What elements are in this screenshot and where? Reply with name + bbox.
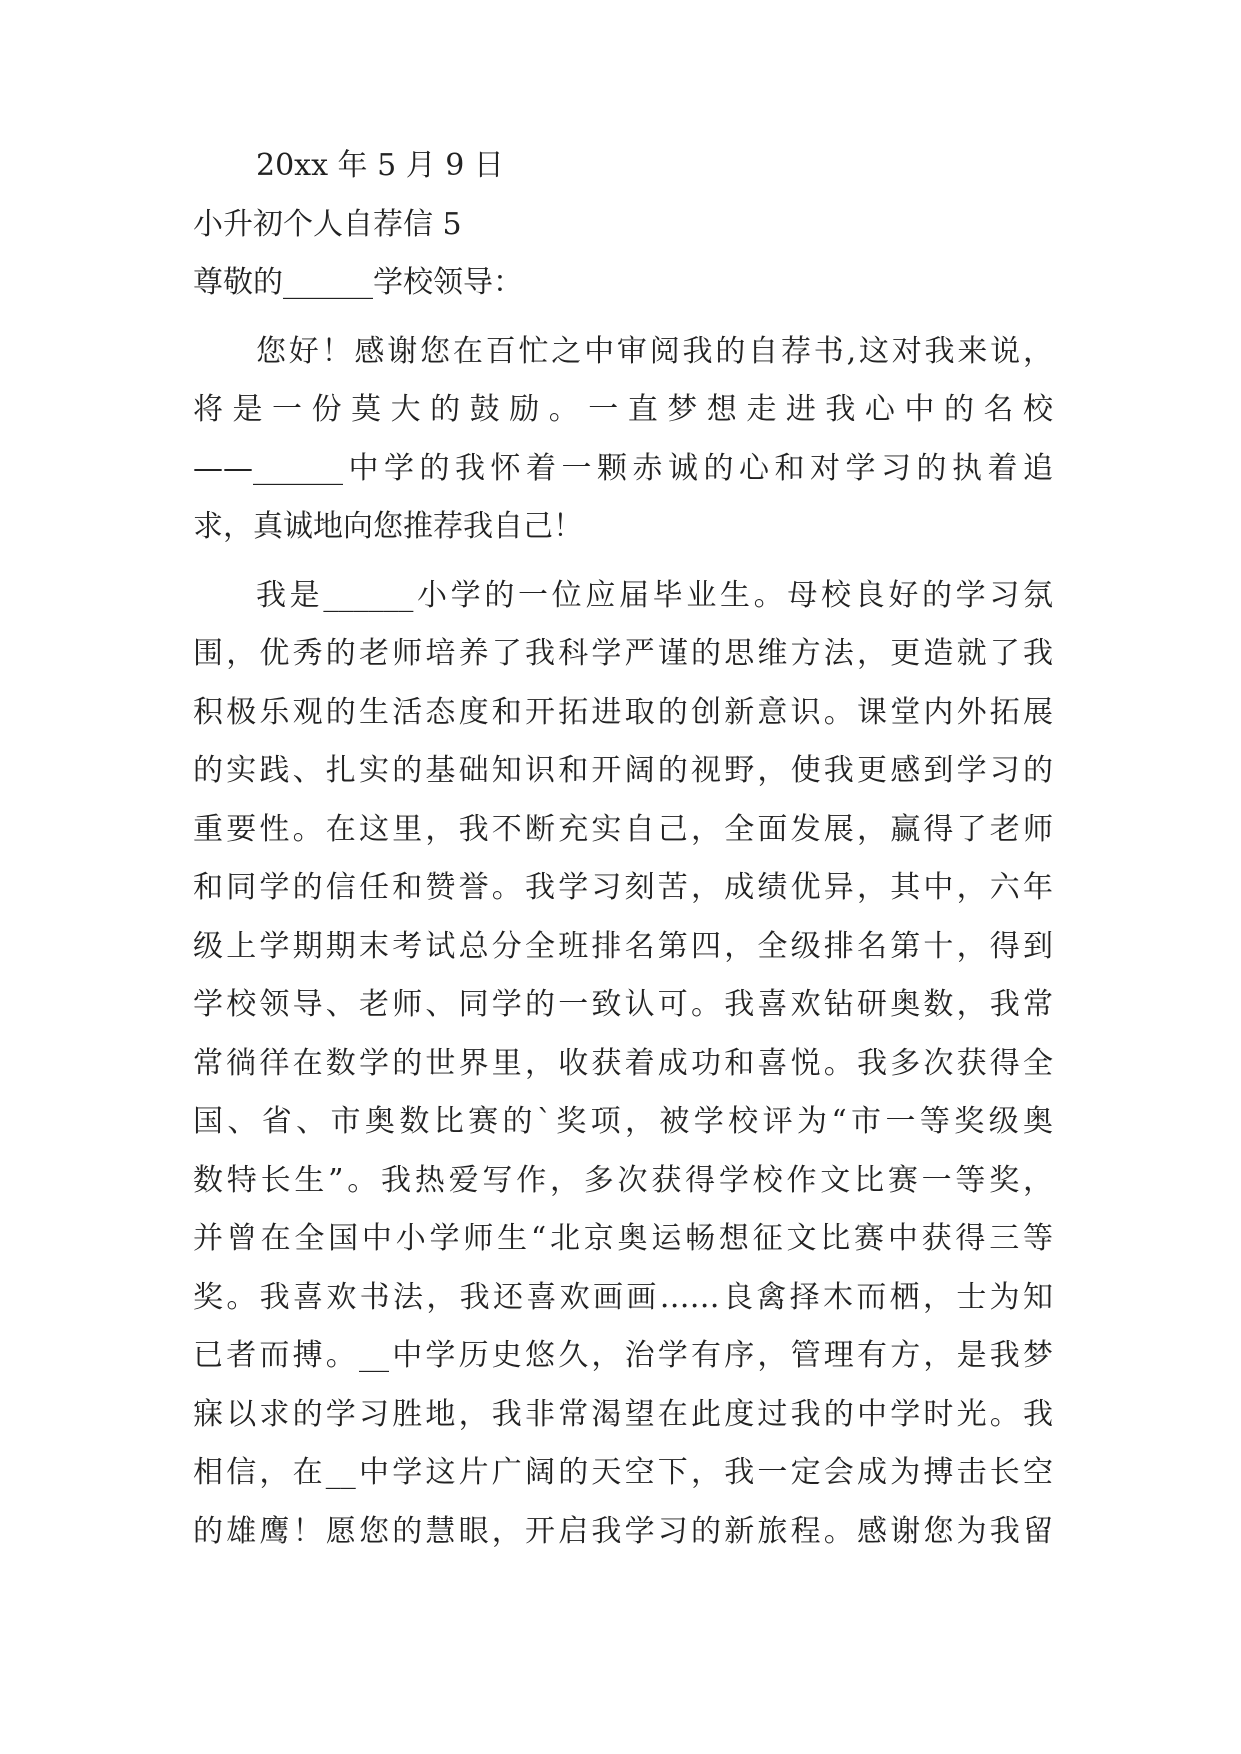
- paragraph2-line: 相信，在__中学这片广阔的天空下，我一定会成为搏击长空: [193, 1455, 1053, 1490]
- paragraph2-line: 我是______小学的一位应届毕业生。母校良好的学习氛: [256, 578, 1053, 613]
- paragraph2-line: 奖。我喜欢书法，我还喜欢画画……良禽择木而栖，士为知: [193, 1280, 1053, 1315]
- paragraph1-line: 求，真诚地向您推荐我自己！: [193, 509, 583, 544]
- paragraph2-line: 围，优秀的老师培养了我科学严谨的思维方法，更造就了我: [193, 636, 1053, 671]
- paragraph2-line: 的实践、扎实的基础知识和开阔的视野，使我更感到学习的: [193, 753, 1053, 788]
- paragraph2-line: 重要性。在这里，我不断充实自己，全面发展，赢得了老师: [193, 812, 1053, 847]
- letter-title: 小升初个人自荐信 5: [193, 207, 462, 242]
- paragraph2-line: 级上学期期末考试总分全班排名第四，全级排名第十，得到: [193, 929, 1053, 964]
- paragraph2-line: 的雄鹰！愿您的慧眼，开启我学习的新旅程。感谢您为我留: [193, 1514, 1053, 1549]
- paragraph1-line: 将是一份莫大的鼓励。一直梦想走进我心中的名校: [193, 392, 1053, 427]
- paragraph2-line: 积极乐观的生活态度和开拓进取的创新意识。课堂内外拓展: [193, 695, 1053, 730]
- date-line: 20xx 年 5 月 9 日: [256, 148, 504, 183]
- paragraph2-line: 数特长生”。我热爱写作，多次获得学校作文比赛一等奖，: [193, 1163, 1053, 1198]
- paragraph2-line: 学校领导、老师、同学的一致认可。我喜欢钻研奥数，我常: [193, 987, 1053, 1022]
- paragraph2-line: 和同学的信任和赞誉。我学习刻苦，成绩优异，其中，六年: [193, 870, 1053, 905]
- paragraph1-line: 您好！感谢您在百忙之中审阅我的自荐书,这对我来说，: [256, 334, 1053, 369]
- paragraph2-line: 并曾在全国中小学师生“北京奥运畅想征文比赛中获得三等: [193, 1221, 1053, 1256]
- paragraph2-line: 常徜徉在数学的世界里，收获着成功和喜悦。我多次获得全: [193, 1046, 1053, 1081]
- paragraph1-line: ——______中学的我怀着一颗赤诚的心和对学习的执着追: [193, 451, 1053, 486]
- salutation: 尊敬的______学校领导：: [193, 265, 523, 300]
- paragraph2-line: 寐以求的学习胜地，我非常渴望在此度过我的中学时光。我: [193, 1397, 1053, 1432]
- paragraph2-line: 已者而搏。__中学历史悠久，治学有序，管理有方，是我梦: [193, 1338, 1053, 1373]
- paragraph2-line: 国、省、市奥数比赛的`奖项，被学校评为“市一等奖级奥: [193, 1104, 1053, 1139]
